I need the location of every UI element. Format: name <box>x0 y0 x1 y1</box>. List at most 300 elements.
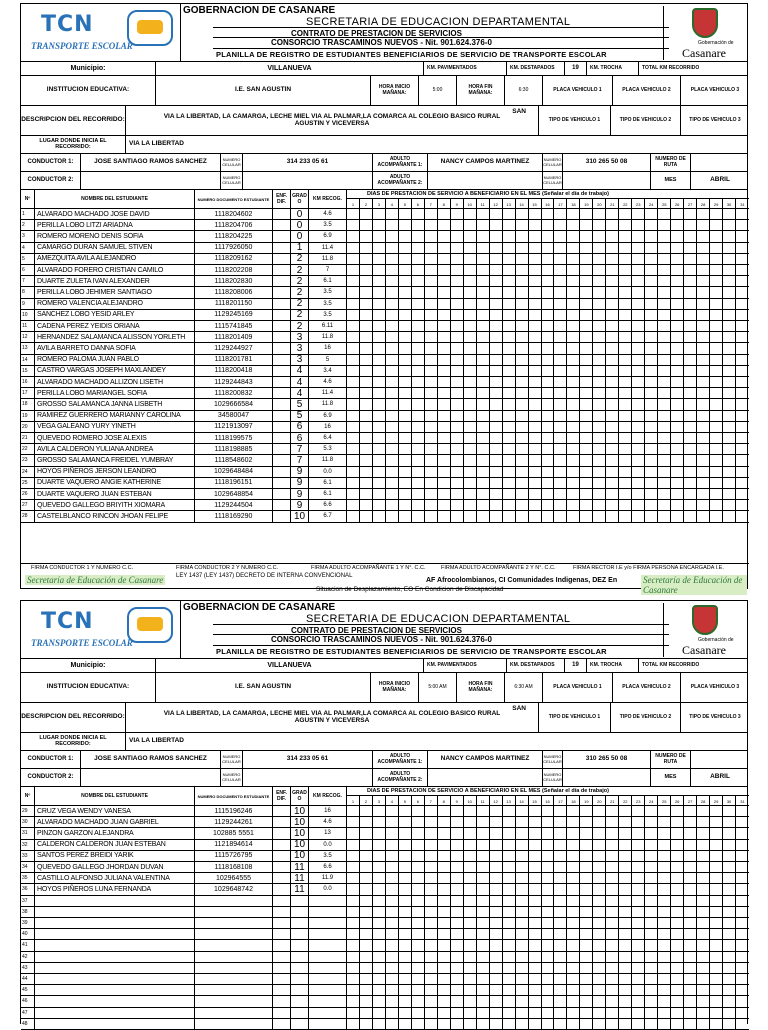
day-check-cell[interactable] <box>503 817 516 827</box>
day-check-cell[interactable] <box>619 377 632 387</box>
day-check-cell[interactable] <box>503 511 516 521</box>
day-check-cell[interactable] <box>503 444 516 454</box>
day-check-cell[interactable] <box>373 974 386 984</box>
day-check-cell[interactable] <box>399 862 412 872</box>
day-check-cell[interactable] <box>412 907 425 917</box>
day-check-cell[interactable] <box>645 299 658 309</box>
day-check-cell[interactable] <box>723 299 736 309</box>
day-check-cell[interactable] <box>386 884 399 894</box>
enf-dif-cell[interactable] <box>273 896 291 906</box>
day-check-cell[interactable] <box>671 310 684 320</box>
day-check-cell[interactable] <box>490 231 503 241</box>
day-check-cell[interactable] <box>697 243 710 253</box>
day-check-cell[interactable] <box>632 411 645 421</box>
day-check-cell[interactable] <box>658 806 671 816</box>
day-check-cell[interactable] <box>671 840 684 850</box>
day-check-cell[interactable] <box>360 862 373 872</box>
day-check-cell[interactable] <box>399 444 412 454</box>
day-check-cell[interactable] <box>710 940 723 950</box>
day-check-cell[interactable] <box>736 444 749 454</box>
day-check-cell[interactable] <box>516 366 529 376</box>
day-check-cell[interactable] <box>671 254 684 264</box>
day-check-cell[interactable] <box>438 467 451 477</box>
day-check-cell[interactable] <box>684 343 697 353</box>
day-check-cell[interactable] <box>425 929 438 939</box>
day-check-cell[interactable] <box>658 220 671 230</box>
day-check-cell[interactable] <box>438 433 451 443</box>
day-check-cell[interactable] <box>632 963 645 973</box>
day-check-cell[interactable] <box>347 1008 360 1018</box>
day-check-cell[interactable] <box>736 231 749 241</box>
day-check-cell[interactable] <box>554 321 567 331</box>
day-check-cell[interactable] <box>477 220 490 230</box>
enf-dif-cell[interactable] <box>273 806 291 816</box>
day-check-cell[interactable] <box>503 873 516 883</box>
day-check-cell[interactable] <box>451 209 464 219</box>
day-check-cell[interactable] <box>567 873 580 883</box>
day-check-cell[interactable] <box>438 489 451 499</box>
day-check-cell[interactable] <box>347 896 360 906</box>
day-check-cell[interactable] <box>386 355 399 365</box>
day-check-cell[interactable] <box>723 265 736 275</box>
day-check-cell[interactable] <box>684 896 697 906</box>
day-check-cell[interactable] <box>360 963 373 973</box>
day-check-cell[interactable] <box>710 265 723 275</box>
day-check-cell[interactable] <box>347 828 360 838</box>
day-check-cell[interactable] <box>516 918 529 928</box>
day-check-cell[interactable] <box>632 828 645 838</box>
day-check-cell[interactable] <box>347 985 360 995</box>
day-check-cell[interactable] <box>542 299 555 309</box>
day-check-cell[interactable] <box>464 299 477 309</box>
day-check-cell[interactable] <box>451 940 464 950</box>
day-check-cell[interactable] <box>723 321 736 331</box>
day-check-cell[interactable] <box>516 388 529 398</box>
day-check-cell[interactable] <box>723 940 736 950</box>
day-check-cell[interactable] <box>464 996 477 1006</box>
day-check-cell[interactable] <box>386 343 399 353</box>
day-check-cell[interactable] <box>529 478 542 488</box>
day-check-cell[interactable] <box>438 806 451 816</box>
day-check-cell[interactable] <box>710 907 723 917</box>
day-check-cell[interactable] <box>567 355 580 365</box>
day-check-cell[interactable] <box>451 918 464 928</box>
day-check-cell[interactable] <box>606 422 619 432</box>
day-check-cell[interactable] <box>425 1008 438 1018</box>
day-check-cell[interactable] <box>645 209 658 219</box>
day-check-cell[interactable] <box>386 366 399 376</box>
day-check-cell[interactable] <box>593 817 606 827</box>
day-check-cell[interactable] <box>632 974 645 984</box>
day-check-cell[interactable] <box>386 996 399 1006</box>
day-check-cell[interactable] <box>736 467 749 477</box>
day-check-cell[interactable] <box>606 896 619 906</box>
day-check-cell[interactable] <box>386 422 399 432</box>
day-check-cell[interactable] <box>723 500 736 510</box>
day-check-cell[interactable] <box>723 343 736 353</box>
day-check-cell[interactable] <box>516 851 529 861</box>
enf-dif-cell[interactable] <box>273 873 291 883</box>
day-check-cell[interactable] <box>645 489 658 499</box>
day-check-cell[interactable] <box>736 243 749 253</box>
day-check-cell[interactable] <box>606 444 619 454</box>
day-check-cell[interactable] <box>619 321 632 331</box>
day-check-cell[interactable] <box>542 411 555 421</box>
day-check-cell[interactable] <box>554 343 567 353</box>
day-check-cell[interactable] <box>580 806 593 816</box>
day-check-cell[interactable] <box>386 896 399 906</box>
day-check-cell[interactable] <box>632 918 645 928</box>
day-check-cell[interactable] <box>658 896 671 906</box>
day-check-cell[interactable] <box>464 209 477 219</box>
day-check-cell[interactable] <box>399 220 412 230</box>
day-check-cell[interactable] <box>438 940 451 950</box>
day-check-cell[interactable] <box>554 254 567 264</box>
day-check-cell[interactable] <box>360 411 373 421</box>
day-check-cell[interactable] <box>477 929 490 939</box>
day-check-cell[interactable] <box>386 929 399 939</box>
day-check-cell[interactable] <box>658 467 671 477</box>
day-check-cell[interactable] <box>477 996 490 1006</box>
day-check-cell[interactable] <box>386 433 399 443</box>
day-check-cell[interactable] <box>425 996 438 1006</box>
day-check-cell[interactable] <box>464 310 477 320</box>
day-check-cell[interactable] <box>373 243 386 253</box>
day-check-cell[interactable] <box>567 332 580 342</box>
day-check-cell[interactable] <box>658 299 671 309</box>
day-check-cell[interactable] <box>658 511 671 521</box>
day-check-cell[interactable] <box>723 411 736 421</box>
day-check-cell[interactable] <box>373 422 386 432</box>
day-check-cell[interactable] <box>736 455 749 465</box>
day-check-cell[interactable] <box>619 276 632 286</box>
day-check-cell[interactable] <box>542 963 555 973</box>
day-check-cell[interactable] <box>723 310 736 320</box>
day-check-cell[interactable] <box>425 952 438 962</box>
day-check-cell[interactable] <box>697 907 710 917</box>
day-check-cell[interactable] <box>464 500 477 510</box>
day-check-cell[interactable] <box>412 276 425 286</box>
day-check-cell[interactable] <box>399 500 412 510</box>
day-check-cell[interactable] <box>451 310 464 320</box>
day-check-cell[interactable] <box>684 940 697 950</box>
day-check-cell[interactable] <box>593 220 606 230</box>
day-check-cell[interactable] <box>412 343 425 353</box>
day-check-cell[interactable] <box>503 276 516 286</box>
day-check-cell[interactable] <box>593 209 606 219</box>
day-check-cell[interactable] <box>529 377 542 387</box>
day-check-cell[interactable] <box>425 243 438 253</box>
day-check-cell[interactable] <box>516 511 529 521</box>
day-check-cell[interactable] <box>723 873 736 883</box>
day-check-cell[interactable] <box>516 265 529 275</box>
day-check-cell[interactable] <box>593 276 606 286</box>
day-check-cell[interactable] <box>347 974 360 984</box>
enf-dif-cell[interactable] <box>273 422 291 432</box>
day-check-cell[interactable] <box>658 963 671 973</box>
day-check-cell[interactable] <box>503 299 516 309</box>
day-check-cell[interactable] <box>684 862 697 872</box>
day-check-cell[interactable] <box>399 243 412 253</box>
day-check-cell[interactable] <box>542 310 555 320</box>
day-check-cell[interactable] <box>503 332 516 342</box>
day-check-cell[interactable] <box>542 929 555 939</box>
day-check-cell[interactable] <box>710 332 723 342</box>
day-check-cell[interactable] <box>347 851 360 861</box>
day-check-cell[interactable] <box>516 873 529 883</box>
day-check-cell[interactable] <box>373 231 386 241</box>
day-check-cell[interactable] <box>529 433 542 443</box>
day-check-cell[interactable] <box>710 996 723 1006</box>
day-check-cell[interactable] <box>438 444 451 454</box>
day-check-cell[interactable] <box>606 996 619 1006</box>
day-check-cell[interactable] <box>671 444 684 454</box>
day-check-cell[interactable] <box>697 952 710 962</box>
day-check-cell[interactable] <box>412 996 425 1006</box>
day-check-cell[interactable] <box>542 332 555 342</box>
day-check-cell[interactable] <box>697 851 710 861</box>
day-check-cell[interactable] <box>503 974 516 984</box>
day-check-cell[interactable] <box>412 963 425 973</box>
day-check-cell[interactable] <box>567 467 580 477</box>
day-check-cell[interactable] <box>347 299 360 309</box>
day-check-cell[interactable] <box>360 896 373 906</box>
day-check-cell[interactable] <box>529 940 542 950</box>
day-check-cell[interactable] <box>490 422 503 432</box>
day-check-cell[interactable] <box>412 884 425 894</box>
day-check-cell[interactable] <box>529 985 542 995</box>
day-check-cell[interactable] <box>516 377 529 387</box>
day-check-cell[interactable] <box>373 500 386 510</box>
day-check-cell[interactable] <box>529 828 542 838</box>
day-check-cell[interactable] <box>347 343 360 353</box>
day-check-cell[interactable] <box>503 478 516 488</box>
day-check-cell[interactable] <box>671 817 684 827</box>
day-check-cell[interactable] <box>399 321 412 331</box>
day-check-cell[interactable] <box>464 343 477 353</box>
day-check-cell[interactable] <box>736 817 749 827</box>
day-check-cell[interactable] <box>451 929 464 939</box>
day-check-cell[interactable] <box>529 500 542 510</box>
day-check-cell[interactable] <box>697 884 710 894</box>
day-check-cell[interactable] <box>619 209 632 219</box>
day-check-cell[interactable] <box>619 332 632 342</box>
day-check-cell[interactable] <box>593 478 606 488</box>
day-check-cell[interactable] <box>503 929 516 939</box>
day-check-cell[interactable] <box>386 220 399 230</box>
day-check-cell[interactable] <box>580 287 593 297</box>
day-check-cell[interactable] <box>451 377 464 387</box>
day-check-cell[interactable] <box>632 851 645 861</box>
day-check-cell[interactable] <box>477 884 490 894</box>
day-check-cell[interactable] <box>697 489 710 499</box>
day-check-cell[interactable] <box>373 511 386 521</box>
day-check-cell[interactable] <box>529 399 542 409</box>
day-check-cell[interactable] <box>542 243 555 253</box>
day-check-cell[interactable] <box>710 411 723 421</box>
day-check-cell[interactable] <box>438 1008 451 1018</box>
day-check-cell[interactable] <box>373 310 386 320</box>
day-check-cell[interactable] <box>645 433 658 443</box>
day-check-cell[interactable] <box>490 332 503 342</box>
day-check-cell[interactable] <box>373 467 386 477</box>
day-check-cell[interactable] <box>542 366 555 376</box>
day-check-cell[interactable] <box>386 489 399 499</box>
day-check-cell[interactable] <box>697 265 710 275</box>
day-check-cell[interactable] <box>697 399 710 409</box>
day-check-cell[interactable] <box>710 500 723 510</box>
day-check-cell[interactable] <box>347 918 360 928</box>
day-check-cell[interactable] <box>516 840 529 850</box>
day-check-cell[interactable] <box>516 355 529 365</box>
day-check-cell[interactable] <box>606 377 619 387</box>
day-check-cell[interactable] <box>503 1008 516 1018</box>
day-check-cell[interactable] <box>710 918 723 928</box>
day-check-cell[interactable] <box>373 209 386 219</box>
day-check-cell[interactable] <box>580 366 593 376</box>
day-check-cell[interactable] <box>736 907 749 917</box>
enf-dif-cell[interactable] <box>273 817 291 827</box>
day-check-cell[interactable] <box>580 918 593 928</box>
day-check-cell[interactable] <box>373 840 386 850</box>
day-check-cell[interactable] <box>399 310 412 320</box>
day-check-cell[interactable] <box>438 287 451 297</box>
day-check-cell[interactable] <box>736 996 749 1006</box>
day-check-cell[interactable] <box>542 231 555 241</box>
day-check-cell[interactable] <box>503 884 516 894</box>
day-check-cell[interactable] <box>412 952 425 962</box>
day-check-cell[interactable] <box>619 940 632 950</box>
day-check-cell[interactable] <box>360 511 373 521</box>
day-check-cell[interactable] <box>645 231 658 241</box>
day-check-cell[interactable] <box>567 952 580 962</box>
day-check-cell[interactable] <box>684 1008 697 1018</box>
day-check-cell[interactable] <box>723 332 736 342</box>
day-check-cell[interactable] <box>619 299 632 309</box>
day-check-cell[interactable] <box>736 388 749 398</box>
day-check-cell[interactable] <box>554 332 567 342</box>
day-check-cell[interactable] <box>697 974 710 984</box>
day-check-cell[interactable] <box>477 478 490 488</box>
day-check-cell[interactable] <box>425 377 438 387</box>
day-check-cell[interactable] <box>684 276 697 286</box>
day-check-cell[interactable] <box>425 388 438 398</box>
day-check-cell[interactable] <box>386 511 399 521</box>
day-check-cell[interactable] <box>490 511 503 521</box>
day-check-cell[interactable] <box>477 974 490 984</box>
day-check-cell[interactable] <box>567 265 580 275</box>
day-check-cell[interactable] <box>632 220 645 230</box>
day-check-cell[interactable] <box>347 209 360 219</box>
enf-dif-cell[interactable] <box>273 455 291 465</box>
day-check-cell[interactable] <box>542 828 555 838</box>
day-check-cell[interactable] <box>386 862 399 872</box>
day-check-cell[interactable] <box>360 840 373 850</box>
day-check-cell[interactable] <box>516 985 529 995</box>
day-check-cell[interactable] <box>606 366 619 376</box>
day-check-cell[interactable] <box>464 265 477 275</box>
day-check-cell[interactable] <box>399 254 412 264</box>
day-check-cell[interactable] <box>399 873 412 883</box>
day-check-cell[interactable] <box>490 411 503 421</box>
day-check-cell[interactable] <box>360 254 373 264</box>
day-check-cell[interactable] <box>516 489 529 499</box>
day-check-cell[interactable] <box>347 366 360 376</box>
day-check-cell[interactable] <box>464 377 477 387</box>
day-check-cell[interactable] <box>645 974 658 984</box>
day-check-cell[interactable] <box>451 840 464 850</box>
day-check-cell[interactable] <box>606 388 619 398</box>
day-check-cell[interactable] <box>477 366 490 376</box>
day-check-cell[interactable] <box>451 1008 464 1018</box>
day-check-cell[interactable] <box>438 817 451 827</box>
day-check-cell[interactable] <box>438 873 451 883</box>
day-check-cell[interactable] <box>516 940 529 950</box>
day-check-cell[interactable] <box>399 851 412 861</box>
day-check-cell[interactable] <box>580 220 593 230</box>
enf-dif-cell[interactable] <box>273 929 291 939</box>
day-check-cell[interactable] <box>606 478 619 488</box>
day-check-cell[interactable] <box>619 985 632 995</box>
day-check-cell[interactable] <box>386 851 399 861</box>
day-check-cell[interactable] <box>360 952 373 962</box>
day-check-cell[interactable] <box>360 433 373 443</box>
day-check-cell[interactable] <box>736 265 749 275</box>
day-check-cell[interactable] <box>347 963 360 973</box>
day-check-cell[interactable] <box>554 884 567 894</box>
day-check-cell[interactable] <box>490 952 503 962</box>
day-check-cell[interactable] <box>425 873 438 883</box>
day-check-cell[interactable] <box>347 840 360 850</box>
day-check-cell[interactable] <box>516 828 529 838</box>
day-check-cell[interactable] <box>710 873 723 883</box>
day-check-cell[interactable] <box>399 231 412 241</box>
day-check-cell[interactable] <box>373 276 386 286</box>
day-check-cell[interactable] <box>645 276 658 286</box>
day-check-cell[interactable] <box>658 265 671 275</box>
day-check-cell[interactable] <box>451 366 464 376</box>
day-check-cell[interactable] <box>477 265 490 275</box>
day-check-cell[interactable] <box>632 299 645 309</box>
day-check-cell[interactable] <box>723 209 736 219</box>
day-check-cell[interactable] <box>736 310 749 320</box>
day-check-cell[interactable] <box>399 985 412 995</box>
day-check-cell[interactable] <box>632 366 645 376</box>
day-check-cell[interactable] <box>619 929 632 939</box>
day-check-cell[interactable] <box>723 489 736 499</box>
day-check-cell[interactable] <box>529 321 542 331</box>
day-check-cell[interactable] <box>645 343 658 353</box>
day-check-cell[interactable] <box>373 321 386 331</box>
day-check-cell[interactable] <box>542 467 555 477</box>
day-check-cell[interactable] <box>710 243 723 253</box>
day-check-cell[interactable] <box>412 467 425 477</box>
day-check-cell[interactable] <box>606 840 619 850</box>
day-check-cell[interactable] <box>464 511 477 521</box>
day-check-cell[interactable] <box>645 321 658 331</box>
day-check-cell[interactable] <box>710 220 723 230</box>
day-check-cell[interactable] <box>710 355 723 365</box>
day-check-cell[interactable] <box>632 985 645 995</box>
day-check-cell[interactable] <box>606 817 619 827</box>
day-check-cell[interactable] <box>464 276 477 286</box>
day-check-cell[interactable] <box>593 907 606 917</box>
day-check-cell[interactable] <box>399 332 412 342</box>
day-check-cell[interactable] <box>580 243 593 253</box>
day-check-cell[interactable] <box>632 996 645 1006</box>
day-check-cell[interactable] <box>412 940 425 950</box>
day-check-cell[interactable] <box>606 974 619 984</box>
